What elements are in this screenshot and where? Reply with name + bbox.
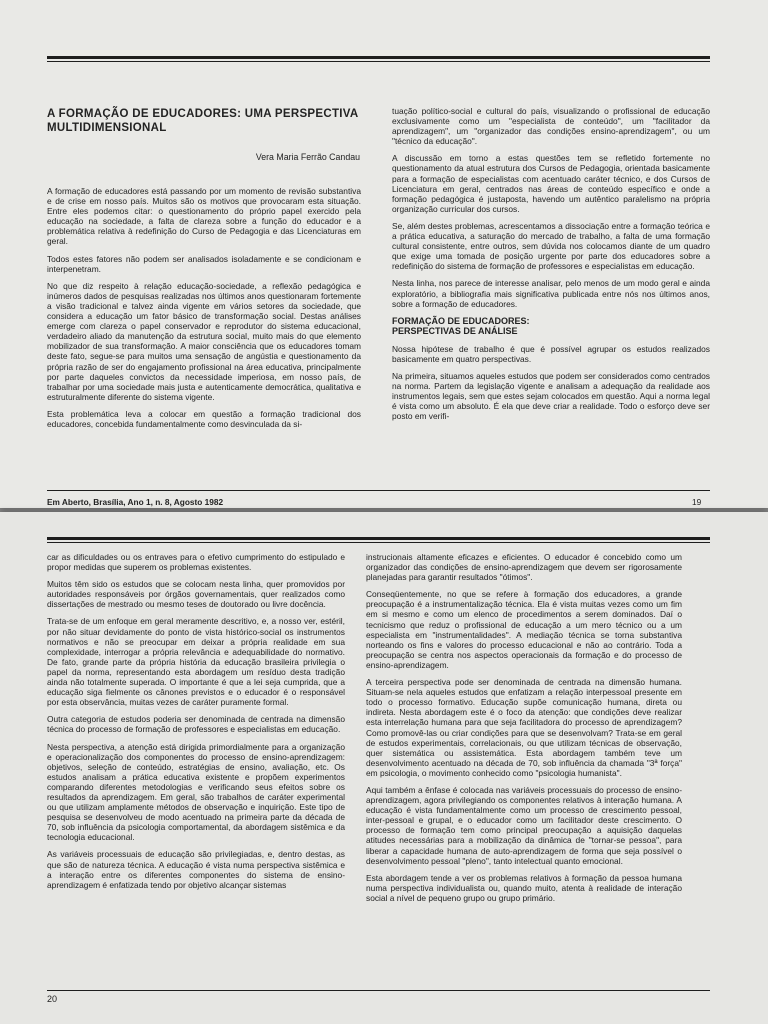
paragraph: Todos estes fatores não podem ser analisados isoladamente e se condicionam e interpenetram.	[47, 253, 361, 274]
paragraph: Aqui também a ênfase é colocada nas variáveis processuais do processo de ensino-aprendizagem, agora privilegiando os componentes relativos à interação humana. A educação é vista fundamentalmente como um processo de crescimento pessoal, inter-pessoal e grupal, e o educador como um facilitador deste crescimento. O processo de formação tem como principal preocupação a aquisição daquelas atitudes necessárias para a mobilização da dinâmica de "tornar-se pessoa", para liberar a capacidade humana de auto-aprendizagem de forma que seja possível o desenvolvimento pessoal "pleno", tanto intelectual quanto emocional.	[366, 784, 682, 866]
top-rule	[47, 56, 710, 59]
paragraph: Esta problemática leva a colocar em questão a formação tradicional dos educadores, concebida fundamentalmente como desvinculada da si-	[47, 408, 361, 429]
article-author: Vera Maria Ferrão Candau	[255, 152, 360, 162]
top-rule-thin	[47, 542, 710, 543]
footer-rule	[47, 990, 710, 991]
paragraph: No que diz respeito à relação educação-sociedade, a reflexão pedagógica e inúmeros dados de pesquisas realizadas nos últimos anos questionaram fortemente a visão tradicional e talvez ainda vigente em vários setores da sociedade, que considera a educação um fator básico de transformação social. Destas análises emerge com clareza o papel conservador e reprodutor do sistema educacional, verdadeiro aliado da manutenção da estrutura social, muito mais do que elemento mobilizador de sua transformação. A maior consciência que os educadores tomam deste fato, segue-se para muitos uma sensação de angústia e questionamento da própria razão de ser do engajamento profissional na área educativa, principalmente por parte daqueles convictos da necessidade imperiosa, em nosso país, de trabalhar por uma sociedade mais justa e autenticamente democrática, qualitativa e estruturalmente diferente do sistema vigente.	[47, 280, 361, 402]
paragraph: Trata-se de um enfoque em geral meramente descritivo, e, a nosso ver, estéril, por não situar devidamente do ponto de vista histórico-social os instrumentos normativos e não se preocupar em deixar a própria realidade em sua complexidade, interrogar a própria relevância e adequabilidade do normativo. De fato, grande parte da própria história da educação brasileira privilegia o papel da norma, representando esta abordagem um resíduo desta tradição ainda não totalmente superada. O importante é que a lei seja cumprida, que a educação siga fielmente os cânones previstos e o educador é o responsável por esta observância, muitas vezes de caráter puramente formal.	[47, 616, 345, 708]
paragraph: Conseqüentemente, no que se refere à formação dos educadores, a grande preocupação é a instrumentalização técnica. Ela é vista muitas vezes como um fim em si mesmo e como um elenco de procedimentos a serem dominados. Daí o tecnicismo que reduz o profissional de educação a um mero técnico ou a um especialista em "instrumentalidades". A mediação técnica se torna substantiva norteando os fins e valores do processo educacional e não ao contrário. Toda a preocupação se centra nos aspectos operacionais da formação e do processo de ensino-aprendizagem.	[366, 589, 682, 670]
page19-left-column	[47, 186, 361, 436]
top-rule	[47, 537, 710, 540]
paragraph: A terceira perspectiva pode ser denominada de centrada na dimensão humana. Situam-se nela aqueles estudos que enfatizam a relação interpessoal presente em todo o processo formativo. Educação supõe comunicação humana, direta ou indireta. Nesta abordagem este é o foco da atenção: que condições deve realizar esta interrelação humana para que seja facilitadora do processo de aprendizagem? Como promovê-las ou criar condições para que se desenvolvam? Trata-se em geral de estudos experimentais, correlacionais, ou que utilizam técnicas de observação, quer sistemática ou assistemática. Esta abordagem também teve um desenvolvimento acentuado na década de 70, sob influência da chamada "3ª força" em psicologia, o movimento conhecido como "psicologia humanista".	[366, 677, 682, 778]
journal-footer: Em Aberto, Brasília, Ano 1, n. 8, Agosto 1982	[47, 497, 224, 507]
footer-rule	[47, 490, 710, 491]
paragraph: Nesta perspectiva, a atenção está dirigida primordialmente para a organização e operacionalização dos componentes do processo de ensino-aprendizagem: objetivos, seleção de conteúdo, estratégias de ensino, avaliação, etc. Os estudos analisam a prática educativa existente e propõem experimentos comparando diferentes metodologias e verificando seus efeitos sobre os resultados da aprendizagem. Em geral, são trabalhos de caráter experimental ou que utilizam amplamente métodos de observação e inquirição. Este tipo de pesquisa se desenvolveu de modo acentuado na primeira parte da década de 70, sob influência da psicologia comportamental, da abordagem sistêmica e da tecnologia educacional.	[47, 741, 345, 843]
page20-right-column	[366, 552, 682, 910]
paragraph: Esta abordagem tende a ver os problemas relativos à formação da pessoa humana numa perspectiva individualista ou, quando muito, atenta à realidade de interação social a nível de pequeno grupo ou grupo primário.	[366, 872, 682, 903]
page-number: 19	[692, 497, 702, 507]
paragraph: car as dificuldades ou os entraves para o efetivo cumprimento do estipulado e propor medidas que superem os problemas existentes.	[47, 552, 345, 573]
paragraph: As variáveis processuais de educação são privilegiadas, e, dentro destas, as que são de natureza técnica. A educação é vista numa perspectiva sistêmica e a interação entre os diferentes componentes do sistema de ensino-aprendizagem é enfatizada tendo por objetivo alcançar sistemas	[47, 849, 345, 890]
paragraph: Na primeira, situamos aqueles estudos que podem ser considerados como centrados na norma. Partem da legislação vigente e analisam a adequação da realidade aos instrumentos legais, sem que estes sejam colocados em questão. Aqui a norma legal é vista como um absoluto. É ela que deve criar a realidade. Todo o esforço deve ser posto em verifi-	[392, 370, 710, 422]
top-rule-thin	[47, 61, 710, 62]
paragraph: Outra categoria de estudos poderia ser denominada de centrada na dimensão técnica do processo de formação de professores e especialistas em educação.	[47, 714, 345, 735]
section-heading: FORMAÇÃO DE EDUCADORES: PERSPECTIVAS DE ANÁLISE	[392, 315, 530, 337]
paragraph: A formação de educadores está passando por um momento de revisão substantiva e de crise em nosso país. Muitos são os motivos que provocaram esta situação. Entre eles podemos citar: o questionamento do próprio papel exercido pela educação na sociedade, a falta de clareza sobre a função do educador e a problemática relativa à redefinição do Curso de Pedagogia e das Licenciaturas em geral.	[47, 186, 361, 247]
page-number: 20	[47, 994, 58, 1004]
paragraph: Muitos têm sido os estudos que se colocam nesta linha, quer promovidos por autoridades responsáveis por órgãos governamentais, quer realizados como dissertações de mestrado ou mesmo teses de doutorado ou livre docência.	[47, 579, 345, 610]
document-page-20	[0, 512, 768, 1024]
paragraph: tuação político-social e cultural do país, visualizando o profissional de educação exclusivamente como um "especialista de conteúdo", um "facilitador da aprendizagem", um "organizador das condições ensino-aprendizagem", ou um "técnico da educação".	[392, 106, 710, 147]
paragraph: Se, além destes problemas, acrescentamos a dissociação entre a formação teórica e a prática educativa, a saturação do mercado de trabalho, a falta de uma formação cultural consistente, entre outros, sem dúvida nos colocamos diante de um quadro que exige uma tomada de posição urgente por parte dos educadores sobre a redefinição do sistema de formação de professores e especialistas em educação.	[392, 220, 710, 272]
paragraph: Nesta linha, nos parece de interesse analisar, pelo menos de um modo geral e ainda exploratório, a bibliografia mais significativa publicada entre nós nos últimos anos, sobre a formação de educadores.	[392, 278, 710, 309]
page19-right-column	[392, 106, 710, 428]
article-title: A FORMAÇÃO DE EDUCADORES: UMA PERSPECTIVA MULTIDIMENSIONAL	[47, 108, 359, 134]
page20-left-column	[47, 552, 345, 897]
paragraph: instrucionais altamente eficazes e eficientes. O educador é concebido como um organizador das condições de ensino-aprendizagem que devem ser rigorosamente planejadas para garantir resultados "ótimos".	[366, 552, 682, 583]
paragraph: Nossa hipótese de trabalho é que é possível agrupar os estudos realizados basicamente em quatro perspectivas.	[392, 343, 710, 364]
document-page-19	[0, 0, 768, 508]
paragraph: A discussão em torno a estas questões tem se refletido fortemente no questionamento da atual estrutura dos Cursos de Pedagogia, orientada basicamente para a formação de especialistas com acentuado caráter técnico, e dos Cursos de Licenciatura em geral, centrados nas áreas de conteúdo específico e onde a formação pedagógica é justaposta, havendo um autêntico paralelismo na própria organização curricular dos cursos.	[392, 153, 710, 214]
